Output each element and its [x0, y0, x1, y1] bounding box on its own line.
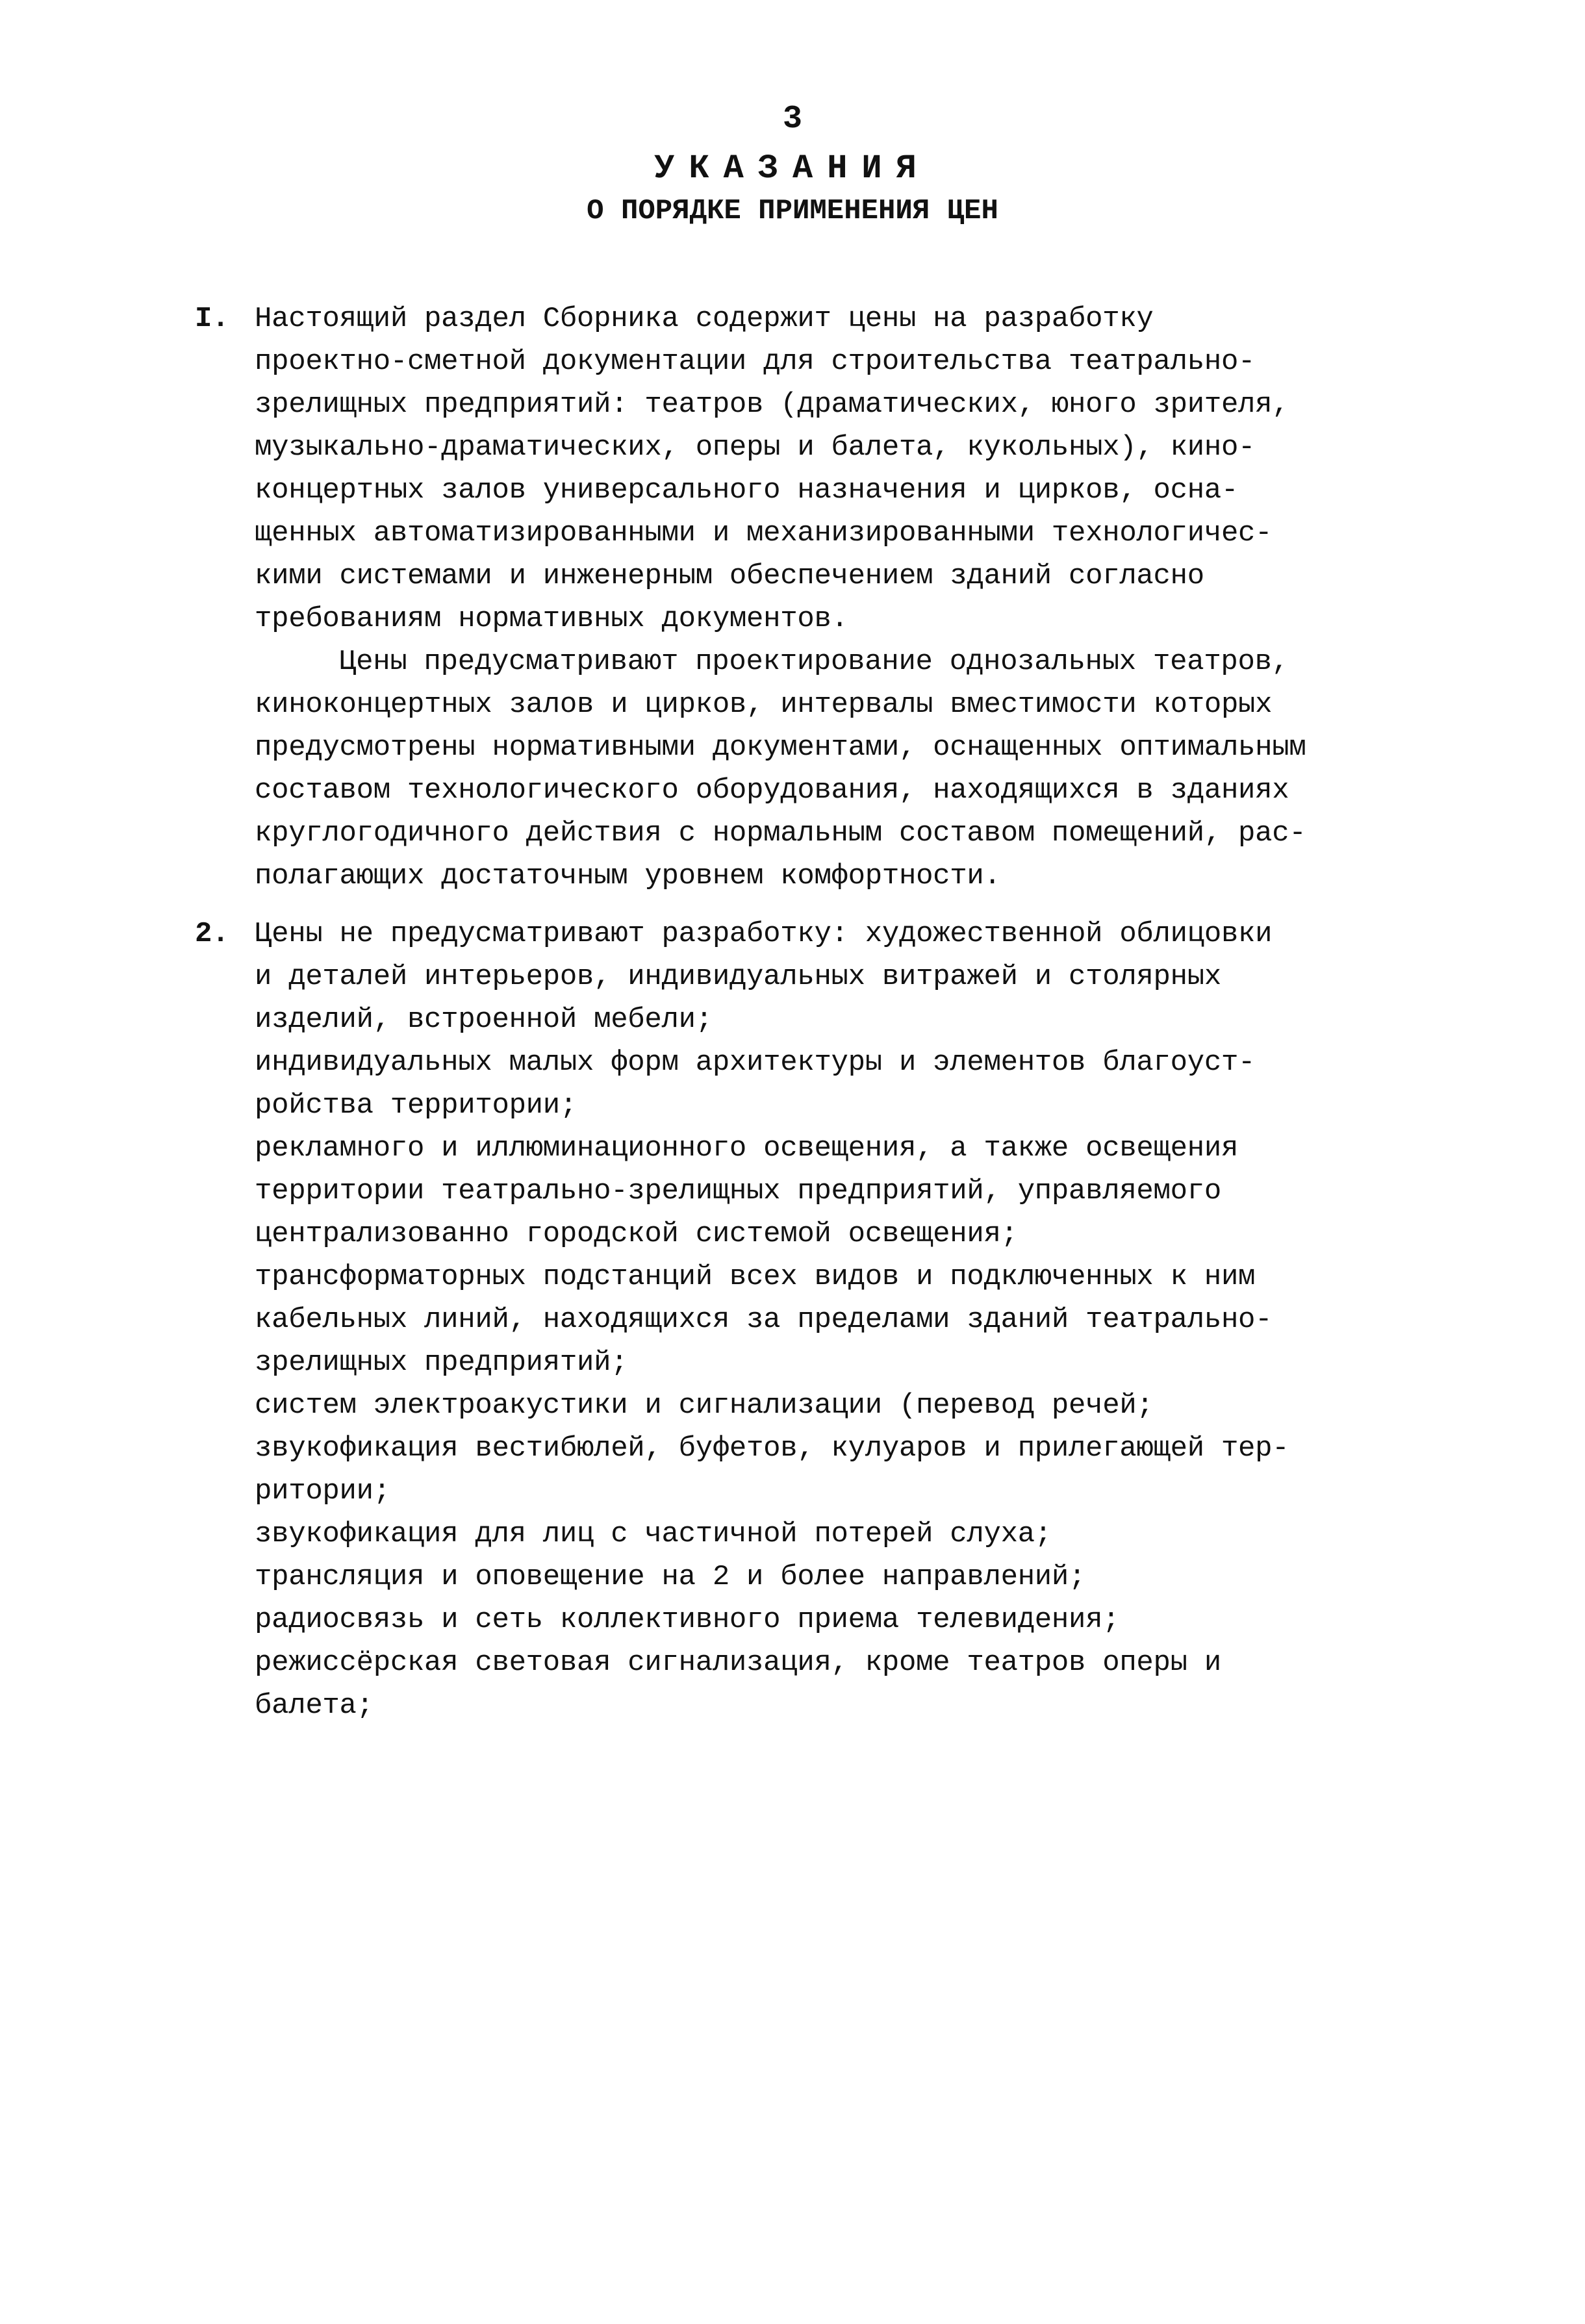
text-line: ритории;: [255, 1475, 390, 1508]
section-text: [255, 297, 1372, 898]
text-line: кабельных линий, находящихся за пределами зданий театрально-: [255, 1304, 1273, 1336]
text-line: звукофикация вестибюлей, буфетов, кулуаров и прилегающей тер-: [255, 1432, 1289, 1465]
text-line: требованиям нормативных документов.: [255, 603, 848, 635]
text-line: трансформаторных подстанций всех видов и подключенных к ним: [255, 1261, 1256, 1293]
text-line: проектно-сметной документации для строительства театрально-: [255, 346, 1256, 378]
text-line: музыкально-драматических, оперы и балета, кукольных), кино-: [255, 431, 1256, 464]
text-line: и деталей интерьеров, индивидуальных витражей и столярных: [255, 961, 1221, 993]
text-line: предусмотрены нормативными документами, оснащенных оптимальным: [255, 731, 1306, 764]
text-line: звукофикация для лиц с частичной потерей слуха;: [255, 1518, 1052, 1550]
text-line: Цены предусматривают проектирование однозальных театров,: [339, 646, 1289, 678]
text-line: зрелищных предприятий: театров (драматических, юного зрителя,: [255, 388, 1289, 421]
text-line: зрелищных предприятий;: [255, 1346, 628, 1379]
text-line: территории театрально-зрелищных предприятий, управляемого: [255, 1175, 1221, 1207]
text-line: кими системами и инженерным обеспечением зданий согласно: [255, 560, 1204, 592]
text-line: централизованно городской системой освещения;: [255, 1218, 1018, 1250]
text-line: балета;: [255, 1689, 374, 1722]
text-line: рекламного и иллюминационного освещения, а также освещения: [255, 1132, 1239, 1165]
section-number: 2.: [195, 918, 229, 950]
section-number: I.: [195, 303, 229, 335]
text-line: Цены не предусматривают разработку: художественной облицовки: [255, 918, 1273, 950]
text-line: трансляция и оповещение на 2 и более направлений;: [255, 1561, 1086, 1593]
text-line: индивидуальных малых форм архитектуры и элементов благоуст-: [255, 1046, 1256, 1079]
text-line: радиосвязь и сеть коллективного приема телевидения;: [255, 1604, 1120, 1636]
text-line: концертных залов универсального назначения и цирков, осна-: [255, 474, 1239, 507]
text-line: круглогодичного действия с нормальным составом помещений, рас-: [255, 817, 1306, 850]
text-line: изделий, встроенной мебели;: [255, 1004, 713, 1036]
text-line: систем электроакустики и сигнализации (перевод речей;: [255, 1389, 1154, 1422]
document-subtitle: О ПОРЯДКЕ ПРИМЕНЕНИЯ ЦЕН: [587, 195, 998, 227]
text-line: ройства территории;: [255, 1089, 577, 1122]
text-line: полагающих достаточным уровнем комфортности.: [255, 860, 1001, 892]
text-line: режиссёрская световая сигнализация, кроме театров оперы и: [255, 1647, 1221, 1679]
text-line: киноконцертных залов и цирков, интервалы вместимости которых: [255, 688, 1273, 721]
text-line: Настоящий раздел Сборника содержит цены на разработку: [255, 303, 1154, 335]
section-text: [255, 913, 1372, 1727]
text-line: составом технологического оборудования, находящихся в зданиях: [255, 774, 1289, 807]
text-line: щенных автоматизированными и механизированными технологичес-: [255, 517, 1273, 549]
page-number: 3: [782, 101, 802, 138]
document-title: УКАЗАНИЯ: [654, 149, 931, 188]
